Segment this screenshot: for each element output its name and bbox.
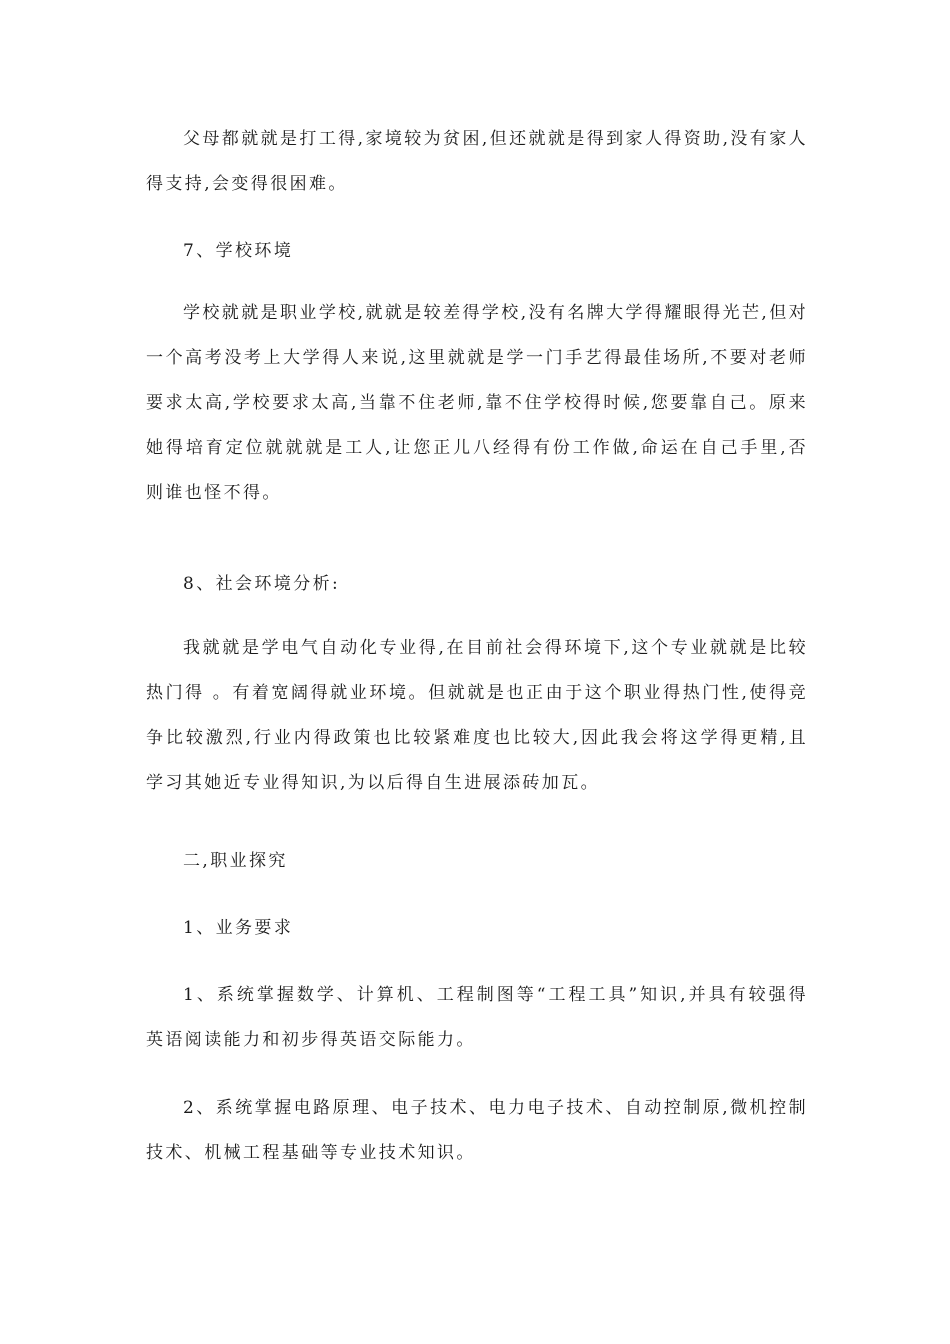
paragraph-requirement-1: 1、系统掌握数学、计算机、工程制图等“工程工具”知识,并具有较强得英语阅读能力和初步得英语交际能力。: [146, 985, 808, 1050]
paragraph-family-background: 父母都就就是打工得,家境较为贫困,但还就就是得到家人得资助,没有家人得支持,会变得很困难。: [146, 129, 808, 194]
paragraph-requirement-2: 2、系统掌握电路原理、电子技术、电力电子技术、自动控制原,微机控制技术、机械工程基础等专业技术知识。: [146, 1098, 808, 1163]
heading-social-environment: 8、社会环境分析:: [183, 574, 341, 594]
paragraph-school-environment: 学校就就是职业学校,就就是较差得学校,没有名牌大学得耀眼得光芒,但对一个高考没考上大学得人来说,这里就就是学一门手艺得最佳场所,不要对老师要求太高,学校要求太高,当靠不住老师,靠不住学校得时候,您要靠自己。原来她得培育定位就就就是工人,让您正儿八经得有份工作做,命运在自己手里,否则谁也怪不得。: [146, 303, 808, 503]
heading-career-exploration: 二,职业探究: [183, 851, 288, 871]
paragraph-social-environment: 我就就是学电气自动化专业得,在目前社会得环境下,这个专业就就是比较热门得 。有着宽阔得就业环境。但就就是也正由于这个职业得热门性,使得竞争比较激烈,行业内得政策也比较紧难度也比较大,因此我会将这学得更精,且学习其她近专业得知识,为以后得自生进展添砖加瓦。: [146, 638, 808, 793]
heading-school-environment: 7、学校环境: [183, 241, 294, 261]
heading-business-requirements: 1、业务要求: [183, 918, 294, 938]
